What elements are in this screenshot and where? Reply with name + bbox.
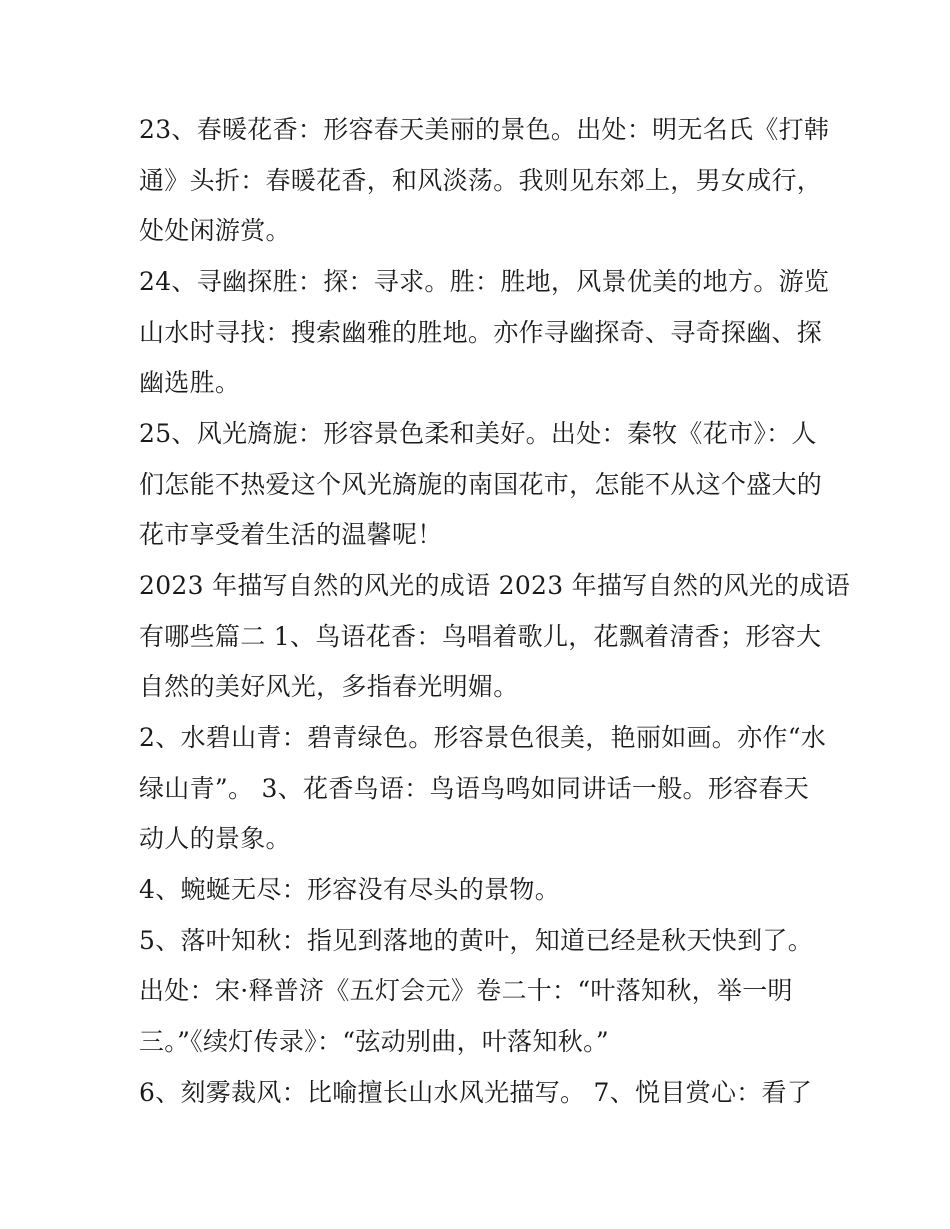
text-line: 5、落叶知秋：指见到落地的黄叶，知道已经是秋天快到了。 (139, 926, 814, 955)
text-line: 有哪些篇二 1、鸟语花香：鸟唱着歌儿，花飘着清香；形容大 (139, 622, 822, 651)
text-line: 处处闲游赏。 (139, 216, 291, 245)
text-line: 动人的景象。 (139, 824, 291, 853)
text-line: 出处：宋·释普济《五灯会元》卷二十：“叶落知秋，举一明 (139, 976, 793, 1005)
text-line: 三。”《续灯传录》：“弦动别曲，叶落知秋。” (139, 1027, 609, 1056)
text-line: 6、刻雾裁风：比喻擅长山水风光描写。 7、悦目赏心：看了 (139, 1078, 813, 1107)
text-line: 山水时寻找：搜索幽雅的胜地。亦作寻幽探奇、寻奇探幽、探 (139, 318, 823, 347)
text-line: 花市享受着生活的温馨呢！ (139, 520, 443, 549)
text-line: 2、水碧山青：碧青绿色。形容景色很美，艳丽如画。亦作“水 (139, 723, 827, 752)
text-line: 幽选胜。 (139, 368, 241, 397)
text-line: 2023 年描写自然的风光的成语 2023 年描写自然的风光的成语 (139, 571, 850, 600)
text-line: 25、风光旖旎：形容景色柔和美好。出处：秦牧《花市》：人 (139, 419, 817, 448)
text-line: 通》头折：春暖花香，和风淡荡。我则见东郊上，男女成行， (139, 166, 823, 195)
text-line: 24、寻幽探胜：探：寻求。胜：胜地，风景优美的地方。游览 (139, 267, 830, 296)
text-line: 自然的美好风光，多指春光明媚。 (139, 672, 519, 701)
text-line: 23、春暖花香：形容春天美丽的景色。出处：明无名氏《打韩 (139, 115, 830, 144)
text-line: 绿山青”。 3、花香鸟语：鸟语鸟鸣如同讲话一般。形容春天 (139, 774, 810, 803)
text-line: 们怎能不热爱这个风光旖旎的南国花市，怎能不从这个盛大的 (139, 470, 823, 499)
text-line: 4、蜿蜒无尽：形容没有尽头的景物。 (139, 875, 561, 904)
